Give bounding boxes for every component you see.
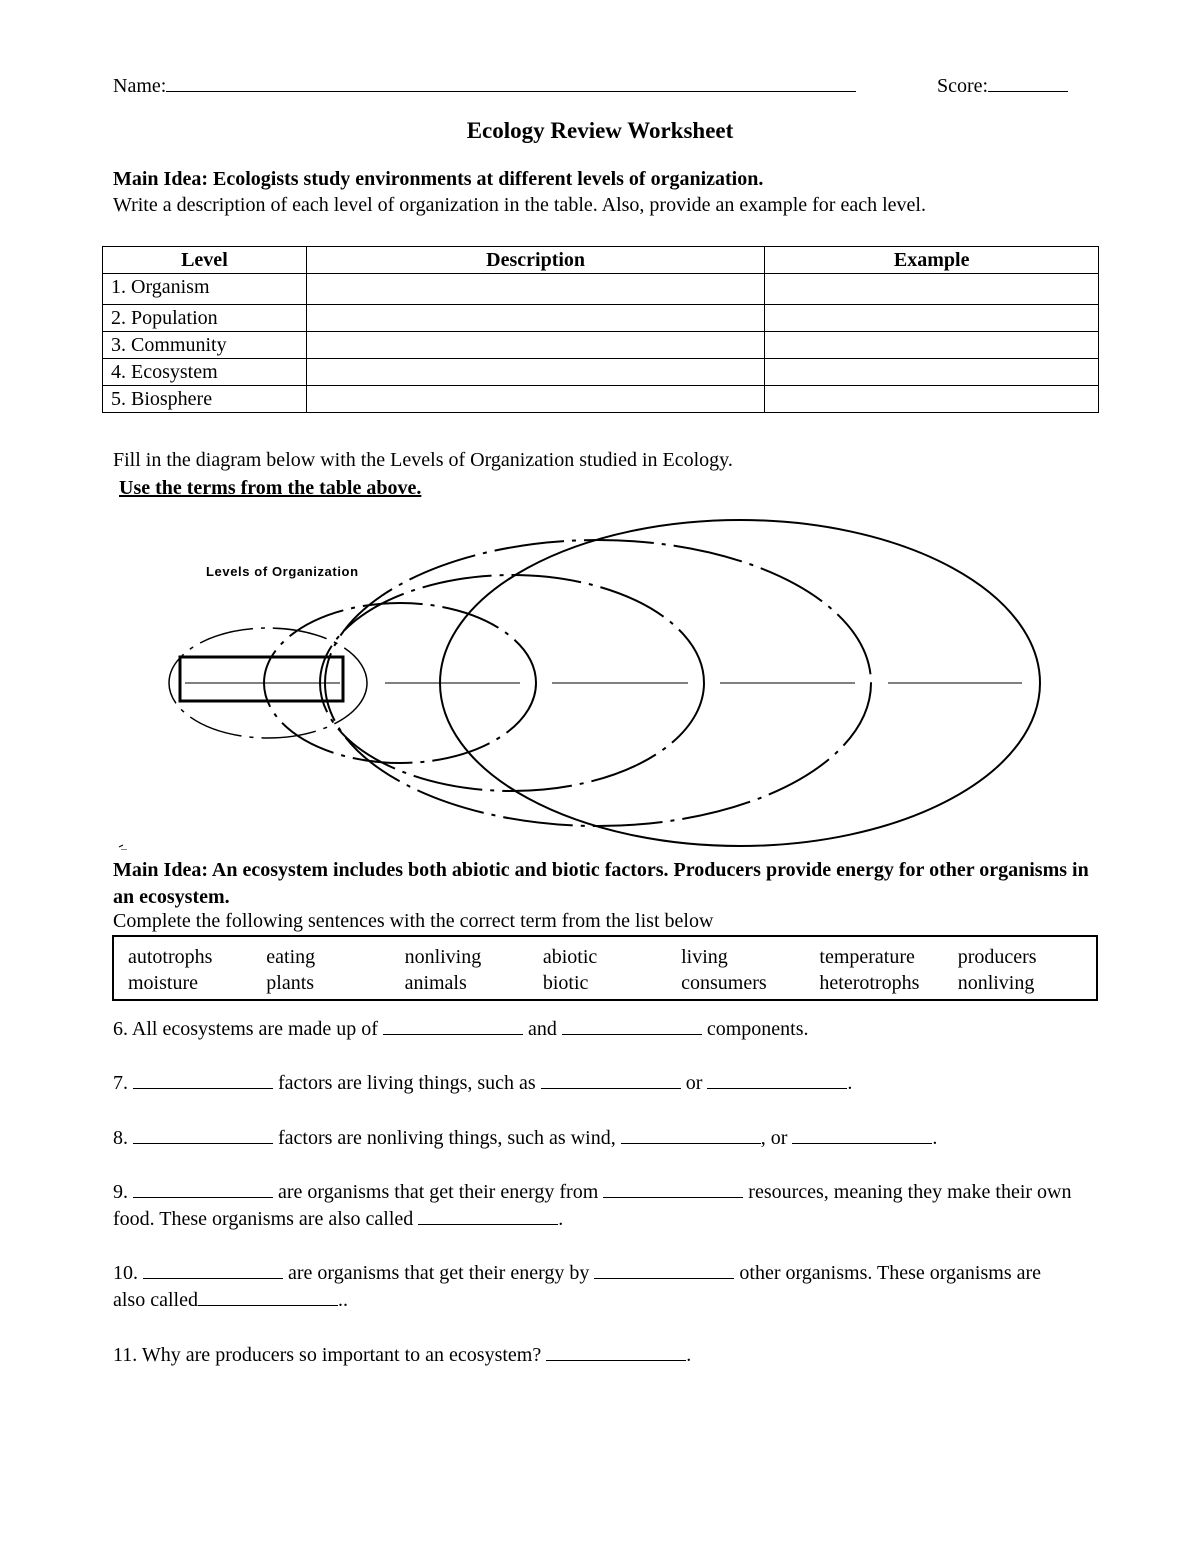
word-bank-term: heterotrophs (819, 972, 920, 994)
table-header-row (103, 247, 1099, 274)
word-bank-term: plants (266, 972, 315, 994)
word-bank-term: moisture (128, 972, 198, 994)
question-text: . (558, 1208, 564, 1230)
answer-blank[interactable] (562, 1016, 702, 1035)
question-text: 6. All ecosystems are made up of (113, 1018, 383, 1040)
header-level: Level (103, 247, 307, 274)
question-text: 8. (113, 1127, 133, 1149)
word-bank-term: living (681, 946, 728, 968)
answer-blank[interactable] (792, 1125, 932, 1144)
word-bank-term: nonliving (957, 972, 1035, 994)
level-cell: 1. Organism (103, 274, 307, 305)
description-cell[interactable] (306, 332, 764, 359)
question-8 (113, 1125, 1073, 1152)
question-text: factors are living things, such as (273, 1072, 541, 1094)
level-cell: 2. Population (103, 305, 307, 332)
answer-blank[interactable] (603, 1179, 743, 1198)
table-row (103, 274, 1099, 305)
question-text: 11. Why are producers so important to an ecosystem? (113, 1344, 547, 1366)
levels-diagram (0, 510, 1200, 850)
answer-blank[interactable] (594, 1260, 734, 1279)
word-bank-term: autotrophs (128, 946, 213, 968)
name-line[interactable] (166, 73, 856, 92)
example-cell[interactable] (765, 274, 1099, 305)
question-text: resources, meaning they make their own food. These organisms are also called (113, 1181, 1072, 1230)
header-example: Example (765, 247, 1099, 274)
question-7 (113, 1070, 1073, 1097)
example-cell[interactable] (765, 359, 1099, 386)
answer-blank[interactable] (546, 1342, 686, 1361)
header-description: Description (306, 247, 764, 274)
question-text: other organisms. These organisms are also called (113, 1262, 1042, 1311)
question-9 (113, 1179, 1073, 1233)
name-label: Name: (113, 75, 167, 97)
word-bank-term: consumers (681, 972, 767, 994)
word-bank-term: temperature (819, 946, 915, 968)
diagram-instruction-terms: Use the terms from the table above. (119, 477, 422, 499)
question-text: factors are nonliving things, such as wind, (273, 1127, 621, 1149)
stray-mark (119, 845, 127, 850)
level-cell: 4. Ecosystem (103, 359, 307, 386)
table-row (103, 305, 1099, 332)
question-text: .. (337, 1289, 348, 1311)
word-bank-term: biotic (542, 972, 589, 994)
word-bank-term: animals (404, 972, 467, 994)
description-cell[interactable] (306, 359, 764, 386)
question-11 (113, 1342, 1073, 1369)
answer-blank[interactable] (383, 1016, 523, 1035)
question-text: 10. (113, 1262, 143, 1284)
description-cell[interactable] (306, 305, 764, 332)
diagram-label: Levels of Organization (206, 564, 359, 579)
question-text: 7. (113, 1072, 133, 1094)
question-text: or (680, 1072, 708, 1094)
level-cell: 3. Community (103, 332, 307, 359)
word-bank-row (128, 970, 1096, 996)
answer-blank[interactable] (133, 1179, 273, 1198)
score-field[interactable] (937, 73, 1068, 98)
answer-blank[interactable] (541, 1070, 681, 1089)
answer-blank[interactable] (621, 1125, 761, 1144)
question-text: . (932, 1127, 938, 1149)
example-cell[interactable] (765, 386, 1099, 413)
main-idea-1: Main Idea: Ecologists study environments at different levels of organization. (113, 168, 764, 190)
levels-table (102, 246, 1099, 413)
level-cell: 5. Biosphere (103, 386, 307, 413)
description-cell[interactable] (306, 274, 764, 305)
question-text: 9. (113, 1181, 133, 1203)
answer-blank[interactable] (418, 1206, 558, 1225)
organism-answer-box[interactable] (180, 657, 343, 701)
answer-blank[interactable] (198, 1287, 338, 1306)
table-row (103, 386, 1099, 413)
question-text: components. (701, 1018, 809, 1040)
answer-blank[interactable] (143, 1260, 283, 1279)
word-bank-term: producers (957, 946, 1037, 968)
word-bank-term: eating (266, 946, 316, 968)
example-cell[interactable] (765, 305, 1099, 332)
page-title: Ecology Review Worksheet (466, 118, 734, 143)
answer-blank[interactable] (133, 1125, 273, 1144)
word-bank-row (128, 944, 1096, 970)
word-bank-instruction: Complete the following sentences with the correct term from the list below (113, 910, 714, 932)
table-row (103, 332, 1099, 359)
table-row (103, 359, 1099, 386)
score-label: Score: (937, 75, 989, 97)
word-bank-term: abiotic (542, 946, 598, 968)
question-text: are organisms that get their energy from (273, 1181, 604, 1203)
table-instruction: Write a description of each level of organization in the table. Also, provide an example for each level. (113, 194, 926, 216)
question-text: are organisms that get their energy by (283, 1262, 595, 1284)
name-field[interactable] (113, 73, 856, 98)
example-cell[interactable] (765, 332, 1099, 359)
answer-blank[interactable] (133, 1070, 273, 1089)
main-idea-2: Main Idea: An ecosystem includes both abiotic and biotic factors. Producers provide energy for other organisms in an ecosystem. (113, 859, 1089, 908)
question-text: . (686, 1344, 692, 1366)
question-text: and (522, 1018, 562, 1040)
question-text: . (847, 1072, 853, 1094)
score-line[interactable] (988, 73, 1068, 92)
word-bank-term: nonliving (404, 946, 482, 968)
diagram-instruction: Fill in the diagram below with the Levels of Organization studied in Ecology. (113, 449, 733, 471)
description-cell[interactable] (306, 386, 764, 413)
question-text: , or (760, 1127, 793, 1149)
question-6 (113, 1016, 1073, 1043)
answer-blank[interactable] (707, 1070, 847, 1089)
question-10 (113, 1260, 1073, 1314)
word-bank (112, 935, 1098, 1001)
